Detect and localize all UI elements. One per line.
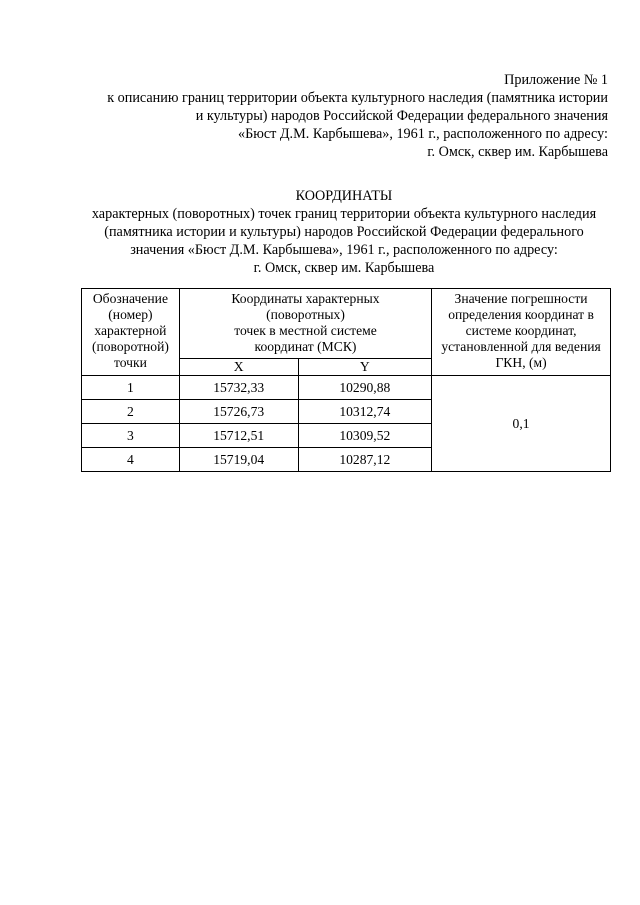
heading-line: характерных (поворотных) точек границ территории объекта культурного наследия	[91, 206, 597, 222]
point-number: 4	[82, 448, 180, 472]
heading-line: (памятника истории и культуры) народов Российской Федерации федерального	[104, 224, 584, 240]
appendix-line: к описанию границ территории объекта культурного наследия (памятника истории	[107, 90, 608, 106]
header-point-designation: Обозначение (номер) характерной (поворотной) точки	[82, 289, 180, 376]
coordinate-y: 10312,74	[298, 400, 432, 424]
coordinate-y: 10287,12	[298, 448, 432, 472]
coordinate-y: 10290,88	[298, 376, 432, 400]
heading-line: г. Омск, сквер им. Карбышева	[253, 260, 435, 276]
coordinate-x: 15712,51	[179, 424, 298, 448]
coordinate-x: 15719,04	[179, 448, 298, 472]
heading-line: значения «Бюст Д.М. Карбышева», 1961 г., расположенного по адресу:	[130, 242, 558, 258]
appendix-line: «Бюст Д.М. Карбышева», 1961 г., расположенного по адресу:	[238, 126, 608, 142]
appendix-title: Приложение № 1	[504, 72, 608, 88]
point-number: 1	[82, 376, 180, 400]
error-value-cell: 0,1	[432, 376, 611, 472]
heading-title: КООРДИНАТЫ	[295, 188, 393, 204]
appendix-line: г. Омск, сквер им. Карбышева	[427, 144, 608, 160]
header-coordinates: Координаты характерных (поворотных) точек в местной системе координат (МСК)	[179, 289, 431, 359]
document-heading	[40, 187, 640, 277]
coordinate-y: 10309,52	[298, 424, 432, 448]
coordinates-table	[81, 288, 611, 472]
appendix-line: и культуры) народов Российской Федерации федерального значения	[195, 108, 608, 124]
table-row	[82, 376, 611, 400]
point-number: 2	[82, 400, 180, 424]
coordinate-x: 15726,73	[179, 400, 298, 424]
header-x: X	[179, 359, 298, 376]
coordinate-x: 15732,33	[179, 376, 298, 400]
header-error-value: Значение погрешности определения координат в системе координат, установленной для ведения ГКН, (м)	[432, 289, 611, 376]
table-header-row	[82, 289, 611, 359]
appendix-note	[60, 71, 608, 161]
point-number: 3	[82, 424, 180, 448]
header-y: Y	[298, 359, 432, 376]
